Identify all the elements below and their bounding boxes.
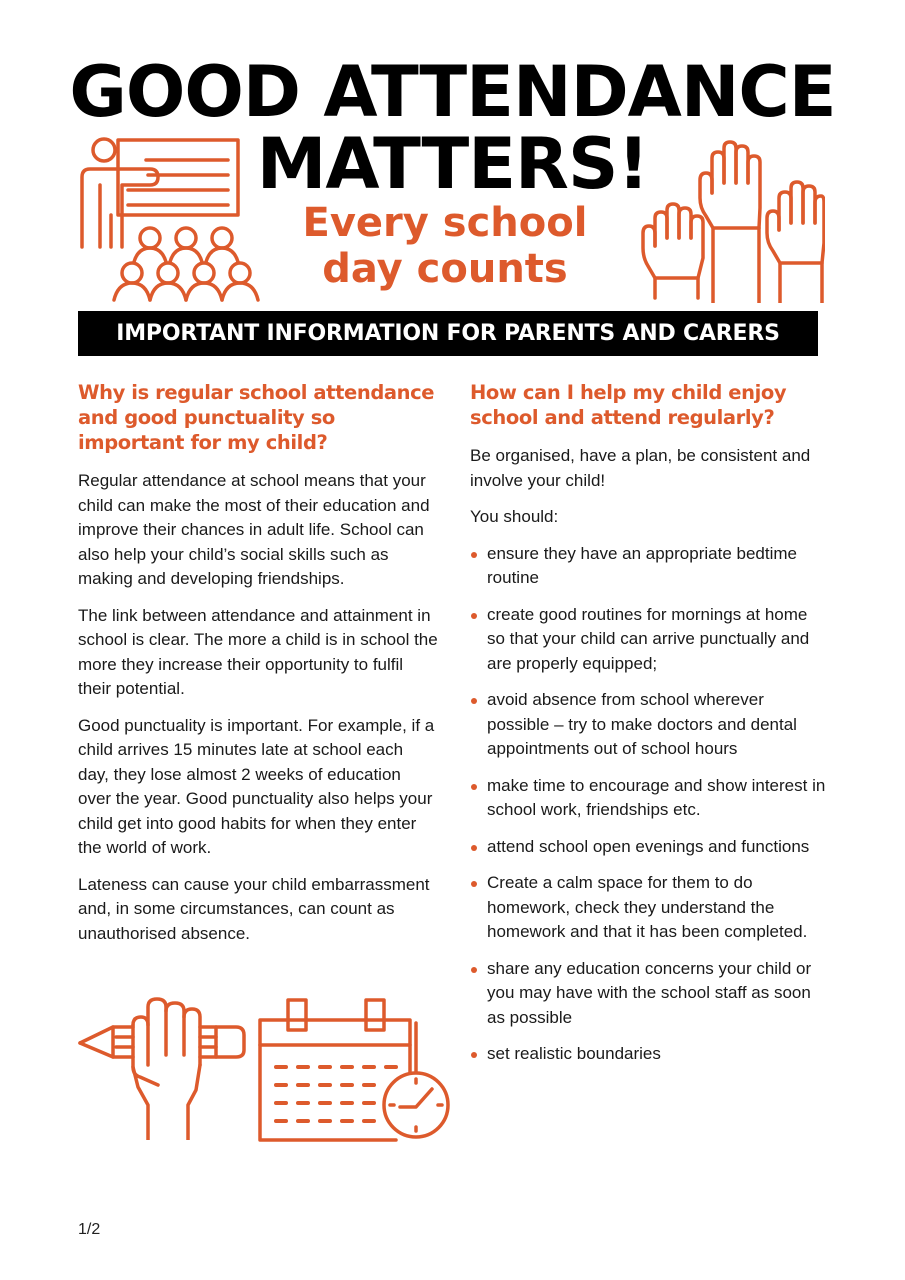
info-banner: IMPORTANT INFORMATION FOR PARENTS AND CARERS [78,311,818,356]
hand-holding-pencil-icon [78,995,248,1140]
page-number: 1/2 [78,1221,101,1238]
teacher-presentation-icon [78,135,263,305]
left-column [78,380,438,958]
left-paragraph-1: Regular attendance at school means that your child can make the most of their education and improve their chances in adult life. School can also help your child’s social skills such as making and developing friendships. [78,471,430,588]
list-item [470,835,830,860]
subtitle-line-2: day counts [322,246,568,292]
list-item-text: Create a calm space for them to do homework, check they understand the homework and that it has been completed. [487,873,808,941]
list-item [470,603,830,677]
bullet-icon [471,881,477,887]
list-item [470,1042,830,1067]
list-item-text: share any education concerns your child or you may have with the school staff as soon as possible [487,958,812,1027]
right-lead: You should: [470,507,559,526]
advice-list [470,542,830,1067]
list-item-text: set realistic boundaries [487,1044,661,1063]
list-item-text: ensure they have an appropriate bedtime routine [487,543,797,587]
page-title-line-1: GOOD ATTENDANCE [69,51,836,133]
list-item [470,871,830,945]
list-item-text: create good routines for mornings at home so that your child can arrive punctually and are properly equipped; [487,604,810,673]
left-heading: Why is regular school attendance and good punctuality so important for my child? [78,381,435,454]
bullet-icon [471,784,477,790]
list-item-text: make time to encourage and show interest in school work, friendships etc. [487,775,826,819]
subtitle-line-1: Every school [302,200,588,246]
right-intro: Be organised, have a plan, be consistent and involve your child! [470,446,811,490]
list-item [470,542,830,591]
right-column [470,380,830,1079]
subtitle [300,200,590,292]
list-item-text: attend school open evenings and functions [487,836,810,856]
right-heading: How can I help my child enjoy school and attend regularly? [470,381,787,429]
list-item [470,688,830,762]
raised-hands-icon [640,138,825,303]
left-paragraph-3: Good punctuality is important. For example, if a child arrives 15 minutes late at school each day, they lose almost 2 weeks of education over the year. Good punctuality also helps your child get into good habits for when they enter the world of work. [78,715,435,857]
left-paragraph-2: The link between attendance and attainment in school is clear. The more a child is in school the more they increase their opportunity to fulfil their potential. [78,605,438,698]
calendar-clock-icon [258,995,458,1143]
bullet-icon [471,552,477,558]
bullet-icon [471,1052,477,1058]
left-paragraph-4: Lateness can cause your child embarrassment and, in some circumstances, can count as unauthorised absence. [78,874,430,943]
list-item [470,774,830,823]
list-item-text: avoid absence from school wherever possible – try to make doctors and dental appointments out of school hours [487,690,797,758]
bullet-icon [471,613,477,619]
bullet-icon [471,698,477,704]
page-title-line-2: MATTERS! [256,123,649,205]
bullet-icon [471,967,477,973]
bullet-icon [471,845,477,851]
list-item [470,957,830,1031]
